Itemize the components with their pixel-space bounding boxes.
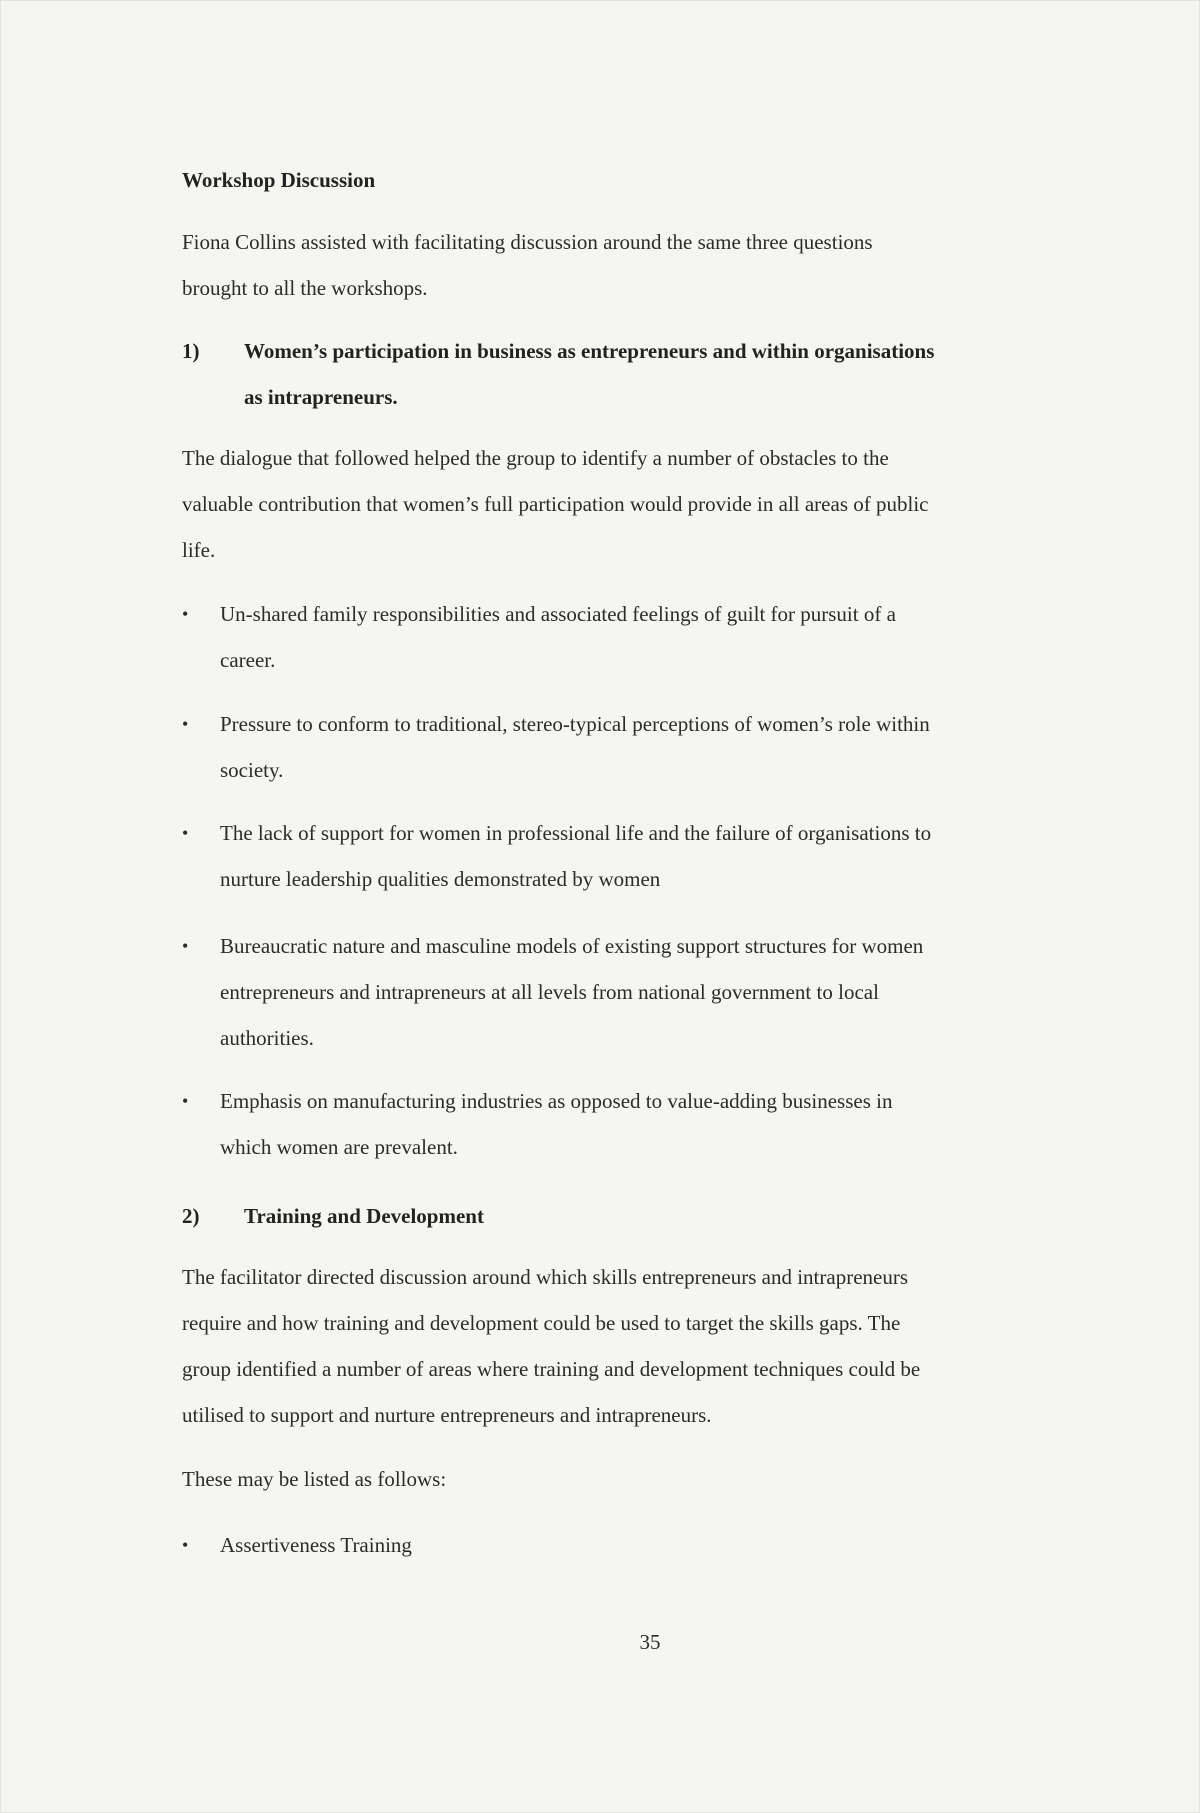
paragraph-line: life. — [182, 538, 216, 562]
bullet-icon: • — [182, 604, 189, 624]
training-paragraph — [182, 1254, 1102, 1438]
paragraph-line: The facilitator directed discussion around which skills entrepreneurs and intrapreneurs — [182, 1265, 909, 1289]
bullet-icon: • — [182, 714, 189, 734]
paragraph-line: group identified a number of areas where training and development techniques could be — [182, 1357, 921, 1381]
list-item-text — [220, 923, 923, 1061]
question-title-line: as intrapreneurs. — [244, 385, 398, 409]
bullet-icon: • — [182, 1535, 189, 1555]
paragraph-line: The dialogue that followed helped the group to identify a number of obstacles to the — [182, 446, 889, 470]
list-item-line: career. — [220, 648, 276, 672]
list-item-line: which women are prevalent. — [220, 1135, 458, 1159]
paragraph-line: utilised to support and nurture entrepreneurs and intrapreneurs. — [182, 1403, 712, 1427]
list-item-line: entrepreneurs and intrapreneurs at all levels from national government to local — [220, 980, 879, 1004]
list-intro — [182, 1456, 1102, 1502]
section-heading: Workshop Discussion — [182, 168, 376, 192]
list-item-line: Pressure to conform to traditional, stereo-typical perceptions of women’s role within — [220, 712, 930, 736]
list-item-line: Assertiveness Training — [220, 1533, 412, 1557]
list-item-line: Emphasis on manufacturing industries as opposed to value-adding businesses in — [220, 1089, 893, 1113]
paragraph-line: require and how training and development could be used to target the skills gaps. The — [182, 1311, 901, 1335]
list-item-line: The lack of support for women in professional life and the failure of organisations to — [220, 821, 932, 845]
bullet-icon: • — [182, 936, 189, 956]
list-item-text — [220, 701, 930, 793]
list-item-text — [220, 1522, 412, 1568]
bullet-icon: • — [182, 823, 189, 843]
intro-paragraph — [182, 219, 1102, 311]
bullet-icon: • — [182, 1091, 189, 1111]
list-item-text — [220, 591, 896, 683]
paragraph-line: brought to all the workshops. — [182, 276, 428, 300]
list-item-line: Bureaucratic nature and masculine models of existing support structures for women — [220, 934, 924, 958]
list-item-text — [220, 1078, 892, 1170]
question-title — [244, 328, 934, 420]
obstacles-paragraph — [182, 435, 1102, 573]
list-item-text — [220, 810, 931, 902]
paragraph-line: These may be listed as follows: — [182, 1467, 447, 1491]
list-item-line: Un-shared family responsibilities and associated feelings of guilt for pursuit of a — [220, 602, 896, 626]
paragraph-line: valuable contribution that women’s full participation would provide in all areas of public — [182, 492, 929, 516]
page-number: 35 — [639, 1630, 661, 1654]
list-item-line: authorities. — [220, 1026, 314, 1050]
paragraph-line: Fiona Collins assisted with facilitating discussion around the same three questions — [182, 230, 873, 254]
list-item-line: nurture leadership qualities demonstrated by women — [220, 867, 661, 891]
question-number: 2) — [182, 1204, 200, 1228]
question-title: Training and Development — [244, 1204, 484, 1228]
question-number: 1) — [182, 339, 200, 363]
question-title-line: Women’s participation in business as entrepreneurs and within organisations — [244, 339, 935, 363]
list-item-line: society. — [220, 758, 284, 782]
